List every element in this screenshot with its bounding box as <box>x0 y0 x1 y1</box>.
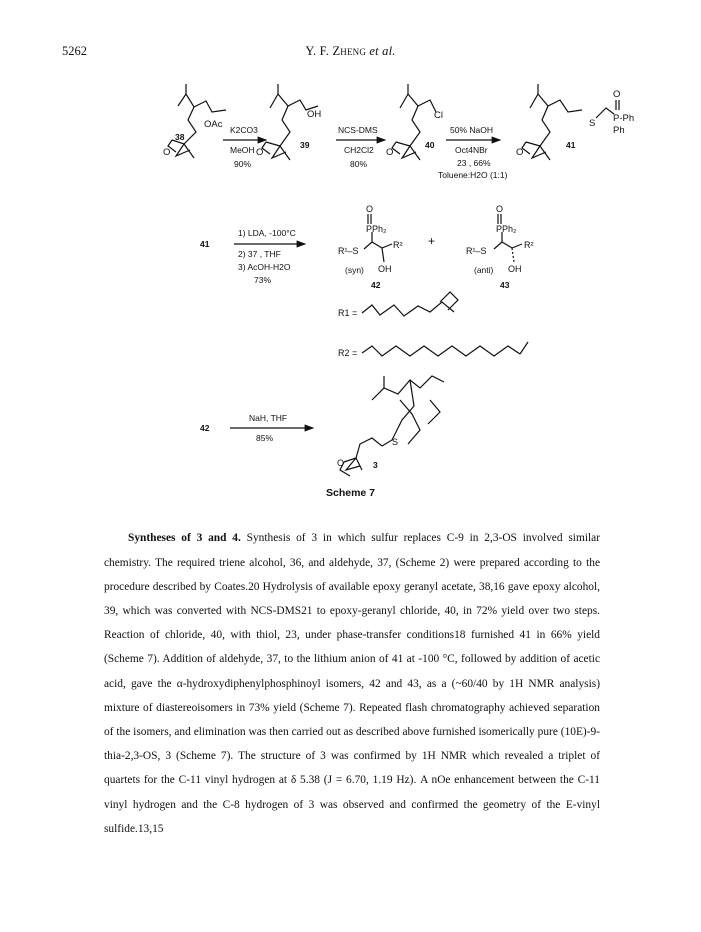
step2-solvent: CH2Cl2 <box>344 145 374 155</box>
label-43-o: O <box>496 204 504 214</box>
step1-reagent: K2CO3 <box>230 125 258 135</box>
label-42: 42 <box>371 280 381 290</box>
step2-yield: 80% <box>350 159 368 169</box>
step3-yield: 23 , 66% <box>457 158 491 168</box>
label-42-stereo: (syn) <box>345 265 364 275</box>
r2-structure <box>362 342 528 356</box>
label-r1: R1 = <box>338 308 358 318</box>
label-41: 41 <box>566 140 576 150</box>
step3-solvent: Toluene:H2O (1:1) <box>438 170 508 180</box>
label-r2: R2 = <box>338 348 358 358</box>
body-text: Synthesis of 3 in which sulfur replaces C-9 in 2,3-OS involved similar chemistry. The required triene alcohol, 36, and aldehyde, 37, (Scheme 2) were prepared according to the procedure described by Coates.20 Hydrolysis of available epoxy geranyl acetate, 38,16 gave epoxy alcohol, 39, which was converted with NCS-DMS21 to epoxy-geranyl chloride, 40, in 72% yield over two steps. Reaction of chloride, 40, with thiol, 23, under phase-transfer conditions18 furnished 41 in 66% yield (Scheme 7). Addition of aldehyde, 37, to the lithium anion of 41 at -100 °C, followed by addition of acetic acid, gave the α-hydroxydiphenylphosphinoyl isomers, 42 and 43, as a (~60/40 by 1H NMR analysis) mixture of diastereoisomers in 73% yield (Scheme 7). Repeated flash chromatography achieved separation of the isomers, and elimination was then carried out as described above furnished isomerically pure (10E)-9-thia-2,3-OS, 3 (Scheme 7). The structure of 3 was confirmed by 1H NMR which revealed a triplet of quartets for the C-11 vinyl hydrogen at δ 5.38 (J = 6.70, 1.19 Hz). A nOe enhancement between the C-11 vinyl hydrogen and the C-8 hydrogen of 3 was observed and confirmed the geometry of the E-vinyl sulfide.13,15 <box>104 532 601 835</box>
label-42-r1s: R¹–S <box>338 246 359 256</box>
structure-39 <box>262 84 318 160</box>
label-43-stereo: (anti) <box>474 265 494 275</box>
label-43-r2: R² <box>524 240 534 250</box>
running-head-authors: Y. F. Zheng <box>305 44 367 58</box>
label-39: 39 <box>300 140 310 150</box>
label-42-pph2: PPh₂ <box>366 224 387 234</box>
label-oac: OAc <box>204 119 223 130</box>
row2-condition-1: 1) LDA, -100°C <box>238 228 296 238</box>
label-41-ph: Ph <box>613 125 625 136</box>
label-41-o: O <box>613 89 621 100</box>
step1-yield: 90% <box>234 159 252 169</box>
step3-reagent: 50% NaOH <box>450 125 493 135</box>
structure-3 <box>340 376 444 476</box>
label-oh: OH <box>307 109 322 120</box>
label-38-o: O <box>163 147 171 158</box>
page-number: 5262 <box>62 44 87 58</box>
label-3: 3 <box>373 460 378 470</box>
label-40-o: O <box>386 147 394 158</box>
scheme-caption: Scheme 7 <box>325 487 376 499</box>
row3-reagent: NaH, THF <box>249 413 288 423</box>
label-41-epoxide-o: O <box>516 147 524 158</box>
plus-sign: + <box>428 234 436 248</box>
row2-condition-2: 2) 37 , THF <box>238 249 281 259</box>
label-3-s: S <box>392 437 399 447</box>
r1-structure <box>362 292 458 316</box>
label-42-oh: OH <box>378 264 392 274</box>
body-paragraph <box>104 526 600 841</box>
label-42-r2: R² <box>393 240 403 250</box>
label-38: 38 <box>175 132 185 142</box>
row2-yield: 73% <box>254 275 272 285</box>
row3-yield: 85% <box>256 433 274 443</box>
step2-reagent: NCS-DMS <box>338 125 378 135</box>
label-39-o: O <box>256 147 264 158</box>
step1-solvent: MeOH <box>230 145 255 155</box>
step3-catalyst: Oct4NBr <box>455 145 488 155</box>
label-3-o: O <box>337 458 345 468</box>
label-40: 40 <box>425 140 435 150</box>
label-43-r1s: R¹–S <box>466 246 487 256</box>
label-43-pph2: PPh₂ <box>496 224 517 234</box>
label-42-o: O <box>366 204 374 214</box>
label-42-start: 42 <box>200 423 210 433</box>
label-43-oh: OH <box>508 264 522 274</box>
section-heading: Syntheses of 3 and 4. <box>128 532 241 545</box>
label-41-start: 41 <box>200 239 210 249</box>
label-41-p: P-Ph <box>613 113 635 124</box>
label-41-s: S <box>589 118 596 129</box>
label-cl: Cl <box>434 110 443 121</box>
label-43: 43 <box>500 280 510 290</box>
row2-condition-3: 3) AcOH-H2O <box>238 262 291 272</box>
structure-42 <box>364 214 392 262</box>
running-head-etal: et al. <box>369 44 396 58</box>
structure-43 <box>494 214 522 262</box>
